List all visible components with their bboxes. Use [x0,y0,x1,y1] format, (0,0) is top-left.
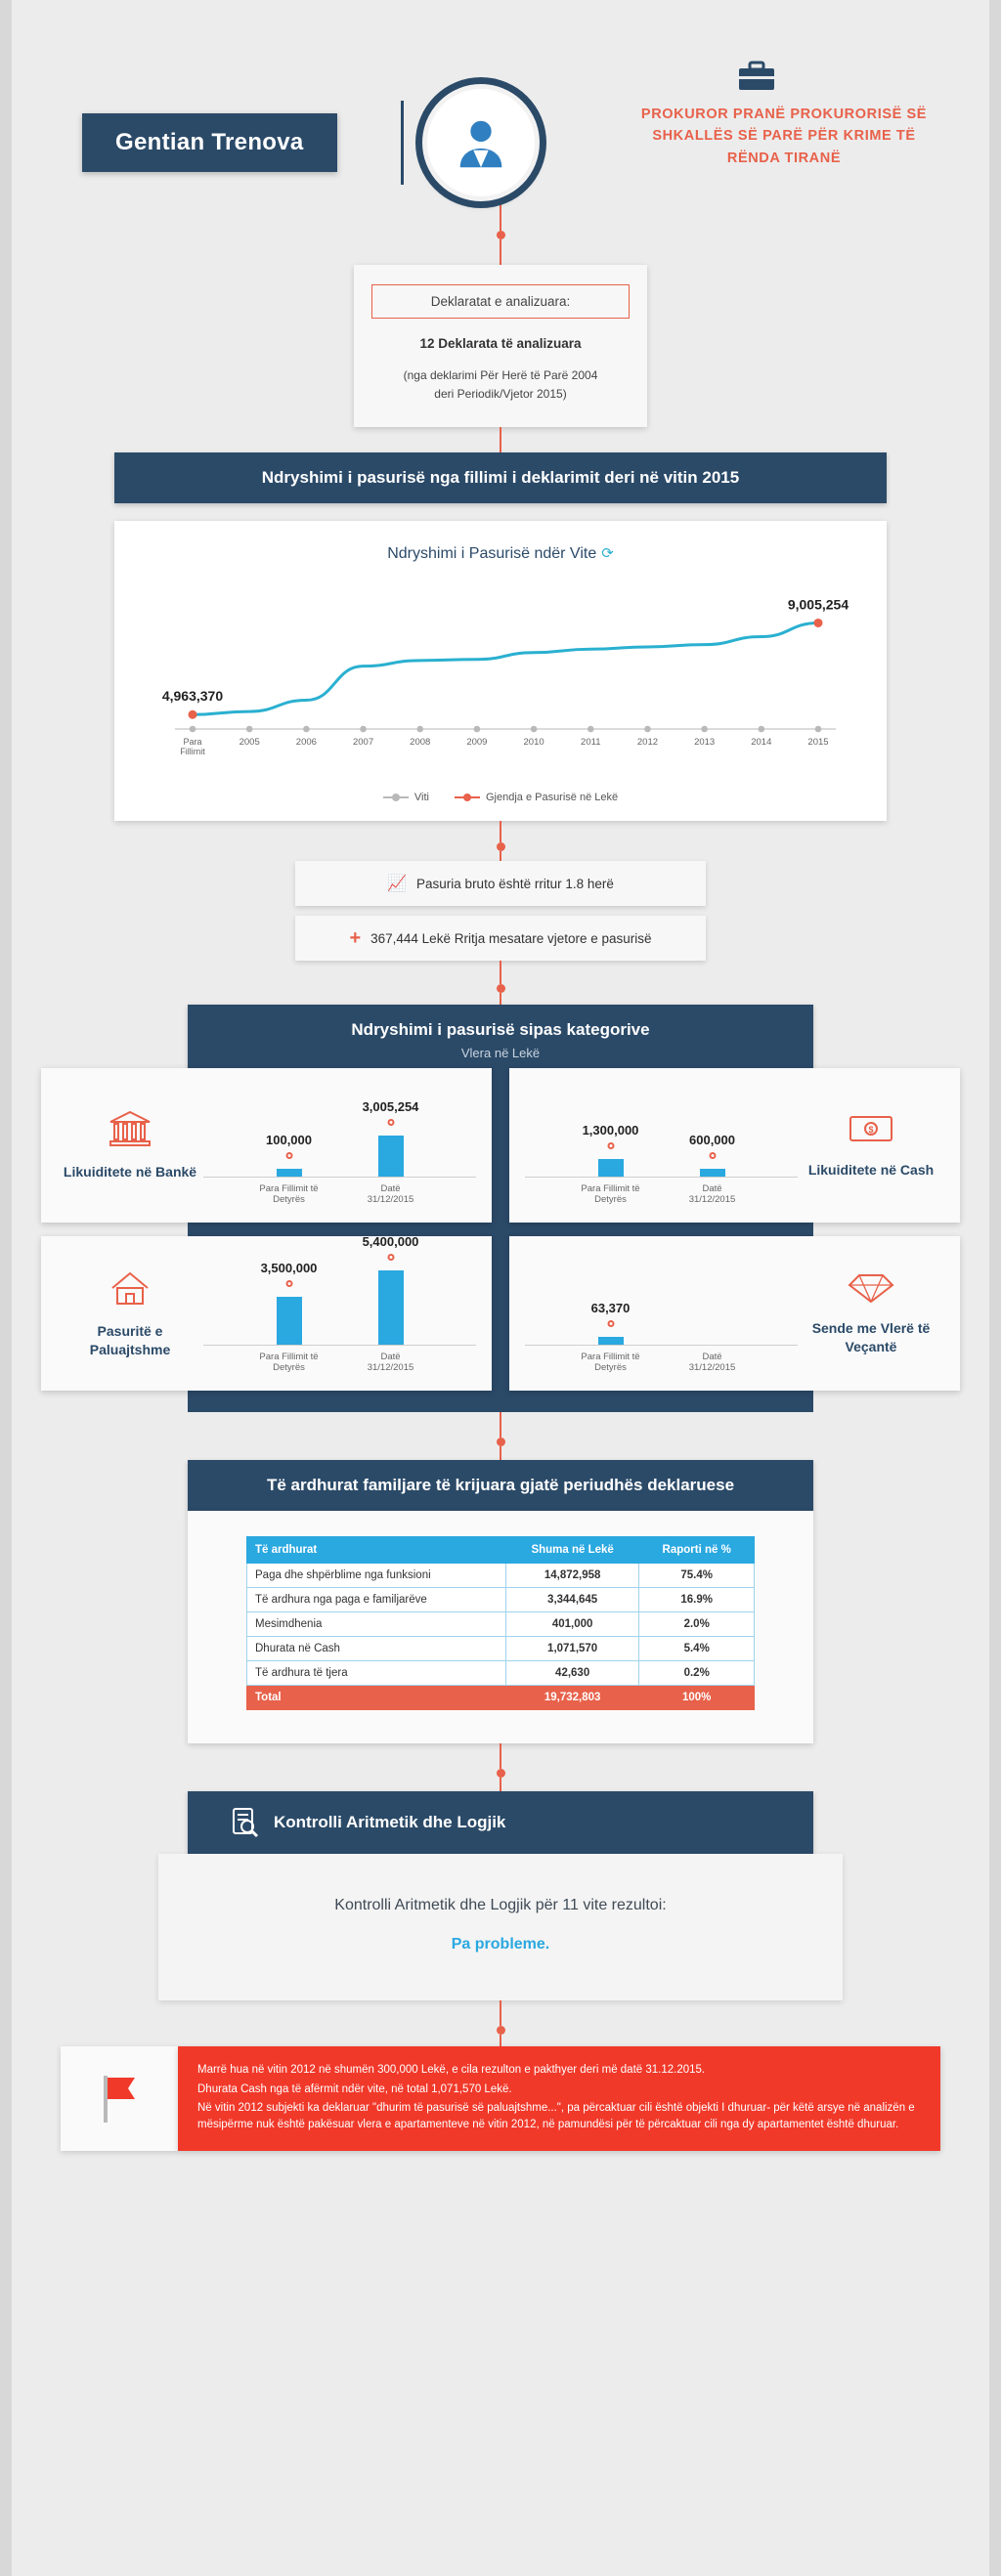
income-table-card [188,1511,813,1743]
svg-text:2012: 2012 [636,737,659,749]
category-card [41,1236,492,1391]
connector-7 [500,993,501,1005]
node-6 [497,2026,505,2035]
svg-text:2009: 2009 [466,737,488,749]
axis-label-end: Datë 31/12/2015 [688,1352,736,1374]
bar-value-label: 3,005,254 [362,1099,419,1115]
income-ratio: 0.2% [639,1661,755,1686]
categories-section [63,1005,935,1412]
wealth-section [114,452,887,821]
table-row [247,1564,755,1588]
legend-label-viti: Viti [413,792,429,804]
wealth-chart-title: Ndryshimi i Pasurisë ndër Vite ⟳ [387,545,614,563]
table-row [247,1637,755,1661]
svg-text:2008: 2008 [410,737,431,749]
svg-text:2007: 2007 [352,737,374,749]
declarations-title: Deklaratat e analizuara: [371,284,630,319]
income-table-header-row [247,1537,755,1564]
axis-label-start: Para Fillimit të Detyrës [581,1183,640,1206]
declarations-range-line1: (nga deklarimi Për Herë të Parë 2004 [403,368,598,382]
axis-label-start: Para Fillimit të Detyrës [259,1352,319,1374]
arithmetic-line2: Pa probleme. [451,1936,550,1953]
svg-text:Fillimit: Fillimit [180,747,205,757]
category-axis [525,1177,798,1205]
bar-value-marker [387,1254,394,1261]
bar-value-marker [607,1142,614,1149]
axis-label-end: Datë 31/12/2015 [688,1183,736,1206]
income-amount: 401,000 [505,1612,639,1637]
arithmetic-line1: Kontrolli Aritmetik dhe Logjik për 11 vite rezultoi: [334,1897,667,1914]
bar-value-label: 5,400,000 [362,1234,419,1250]
bar-value-label: 3,500,000 [260,1261,318,1276]
connector-4 [500,821,501,842]
cash-icon [798,1111,944,1151]
svg-text:9,005,254: 9,005,254 [787,596,849,613]
income-total-label: Total [247,1686,506,1710]
income-header: Të ardhurat familjare të krijuara gjatë periudhës deklaruese [188,1460,813,1511]
category-name: Likuiditete në Cash [807,1162,935,1179]
fact-average-label: 367,444 Lekë Rritja mesatare vjetore e pasurisë [370,930,652,946]
trend-up-icon: 📈 [387,876,408,893]
bank-icon [57,1109,203,1153]
legend-swatch-red [455,796,480,798]
categories-band [63,1068,935,1412]
svg-text:4,963,370: 4,963,370 [161,688,224,705]
income-name: Dhurata në Cash [247,1637,506,1661]
connector-10 [500,1743,501,1769]
income-total-ratio: 100% [639,1686,755,1710]
declarations-range-line2: deri Periodik/Vjetor 2015) [434,387,567,402]
bar [277,1297,302,1345]
income-amount: 42,630 [505,1661,639,1686]
house-icon [57,1268,203,1312]
category-name: Pasuritë e Paluajtshme [89,1322,171,1357]
legend-item-viti [383,792,429,803]
bar-column [259,1261,320,1345]
bar-value-marker [709,1152,716,1159]
income-total-amount: 19,732,803 [505,1686,639,1710]
table-row [247,1661,755,1686]
income-ratio: 75.4% [639,1564,755,1588]
bar-value-marker [285,1152,292,1159]
income-name: Mesimdhenia [247,1612,506,1637]
bar [700,1169,725,1177]
connector-1 [500,203,501,231]
bar-value-label: 1,300,000 [582,1123,639,1138]
category-axis [203,1177,476,1205]
arithmetic-header [188,1791,813,1854]
category-axis [525,1345,798,1373]
income-amount: 3,344,645 [505,1588,639,1612]
income-col-name: Të ardhurat [247,1537,506,1564]
income-name: Të ardhura të tjera [247,1661,506,1686]
infographic-page [12,0,989,2576]
income-table [246,1536,755,1710]
income-name: Të ardhura nga paga e familjarëve [247,1588,506,1612]
bar-value-marker [387,1119,394,1126]
person-icon [451,112,511,173]
briefcase-icon [736,59,777,94]
category-chart [203,1083,476,1208]
red-note-text [178,2046,940,2151]
svg-text:2013: 2013 [694,737,716,749]
fact-growth-label: Pasuria bruto është rritur 1.8 herë [416,876,614,891]
categories-header [188,1005,813,1076]
bar [277,1169,302,1177]
node-2 [497,842,505,851]
connector-8 [500,1412,501,1438]
wealth-chart-card [114,521,887,821]
income-ratio: 16.9% [639,1588,755,1612]
svg-text:2011: 2011 [581,737,601,749]
arithmetic-header-title: Kontrolli Aritmetik dhe Logjik [274,1813,506,1832]
connector-6 [500,961,501,984]
income-amount: 1,071,570 [505,1637,639,1661]
categories-grid [12,1068,989,1391]
plate-connector-line [401,101,404,185]
bar-column [581,1301,641,1345]
bar-value-label: 100,000 [266,1133,312,1148]
node-3 [497,984,505,993]
bar-value-label: 63,370 [590,1301,631,1316]
document-search-icon [231,1807,260,1838]
svg-text:2010: 2010 [523,737,544,749]
income-col-ratio: Raporti në % [639,1537,755,1564]
diamond-icon [798,1271,944,1309]
connector-9 [500,1446,501,1460]
note-paragraph: Në vitin 2012 subjekti ka deklaruar "dhurim të pasurisë së paluajtshme...", pa përcaktuar cili është objekti I dhuruar- për këtë arsye në analizën e mësipërme nuk është pakësuar vlera e apartamenteve në vitin 2012, në pamundësi për të përcaktuar cili nga dy apartamentet është dhuruar. [197,2101,915,2131]
svg-text:2005: 2005 [239,737,260,749]
category-chart [525,1251,798,1376]
axis-label-end: Datë 31/12/2015 [367,1352,414,1374]
bar-column [361,1099,421,1177]
axis-label-end: Datë 31/12/2015 [367,1183,414,1206]
bar [378,1136,404,1177]
avatar-ring [422,84,540,201]
wealth-chart-legend [134,792,867,803]
refresh-icon: ⟳ [601,545,614,563]
bar [598,1159,624,1177]
node-1 [497,231,505,239]
bar-column [682,1133,743,1177]
svg-text:$: $ [868,1125,874,1136]
income-col-amount: Shuma në Lekë [505,1537,639,1564]
wealth-section-header: Ndryshimi i pasurisë nga fillimi i deklarimit deri në vitin 2015 [114,452,887,503]
bar-value-marker [285,1280,292,1287]
person-name: Gentian Trenova [82,113,337,172]
category-chart [525,1083,798,1208]
red-flag-icon [94,2072,145,2126]
income-ratio: 5.4% [639,1637,755,1661]
bar-column [361,1234,421,1345]
fact-growth [295,861,706,906]
connector-5 [500,851,501,861]
node-4 [497,1438,505,1446]
wealth-line-chart [134,573,867,778]
category-card [509,1236,960,1391]
categories-subheader: Vlera në Lekë [460,1046,541,1061]
person-role: PROKUROR PRANË PROKURORISË SË SHKALLËS SË PARË PËR KRIME TË RËNDA TIRANË [640,107,928,166]
header [12,18,989,203]
connector-2 [500,239,501,265]
arithmetic-body [158,1854,843,2000]
fact-average [295,916,706,961]
axis-label-start: Para Fillimit të Detyrës [581,1352,640,1374]
bar-column [581,1123,641,1177]
note-paragraph: Marrë hua në vitin 2012 në shumën 300,000 Lekë, e cila rezulton e pakthyer deri më datë 31.12.2015. [197,2064,706,2077]
bar-column [259,1133,320,1177]
bar [598,1337,624,1345]
category-label [57,1268,203,1359]
category-name: Likuiditete në Bankë [63,1164,197,1181]
svg-text:2006: 2006 [295,737,317,749]
table-row-total [247,1686,755,1710]
flag-box [61,2046,178,2151]
category-card [41,1068,492,1223]
connector-11 [500,1778,501,1791]
category-name: Sende me Vlerë të Veçantë [811,1319,931,1354]
red-note-row [61,2046,940,2151]
categories-header-title: Ndryshimi i pasurisë sipas kategorive [351,1020,650,1040]
category-label [798,1271,944,1356]
table-row [247,1588,755,1612]
svg-text:2015: 2015 [807,737,829,749]
category-axis [203,1345,476,1373]
category-chart [203,1234,476,1376]
connector-3 [500,427,501,452]
axis-label-start: Para Fillimit të Detyrës [259,1183,319,1206]
connector-12 [500,2000,501,2026]
svg-text:Para: Para [183,737,202,748]
svg-text:2014: 2014 [751,737,772,749]
avatar [422,84,540,201]
note-paragraph: Dhurata Cash nga të afërmit ndër vite, në total 1,071,570 Lekë. [197,2082,512,2095]
table-row [247,1612,755,1637]
connector-13 [500,2035,501,2046]
category-label [798,1111,944,1180]
legend-label-pasuria: Gjendja e Pasurisë në Lekë [485,792,619,804]
legend-swatch-grey [383,796,409,798]
declarations-count: 12 Deklarata të analizuara [419,336,582,351]
category-card [509,1068,960,1223]
income-table-body [247,1564,755,1710]
bar-value-marker [607,1320,614,1327]
income-name: Paga dhe shpërblime nga funksioni [247,1564,506,1588]
bar [378,1270,404,1345]
legend-item-pasuria [455,792,618,803]
category-label [57,1109,203,1181]
node-5 [497,1769,505,1778]
income-ratio: 2.0% [639,1612,755,1637]
declarations-card [354,265,647,427]
income-section [188,1460,813,1743]
income-amount: 14,872,958 [505,1564,639,1588]
bar-value-label: 600,000 [689,1133,735,1148]
plus-icon: + [349,927,362,950]
